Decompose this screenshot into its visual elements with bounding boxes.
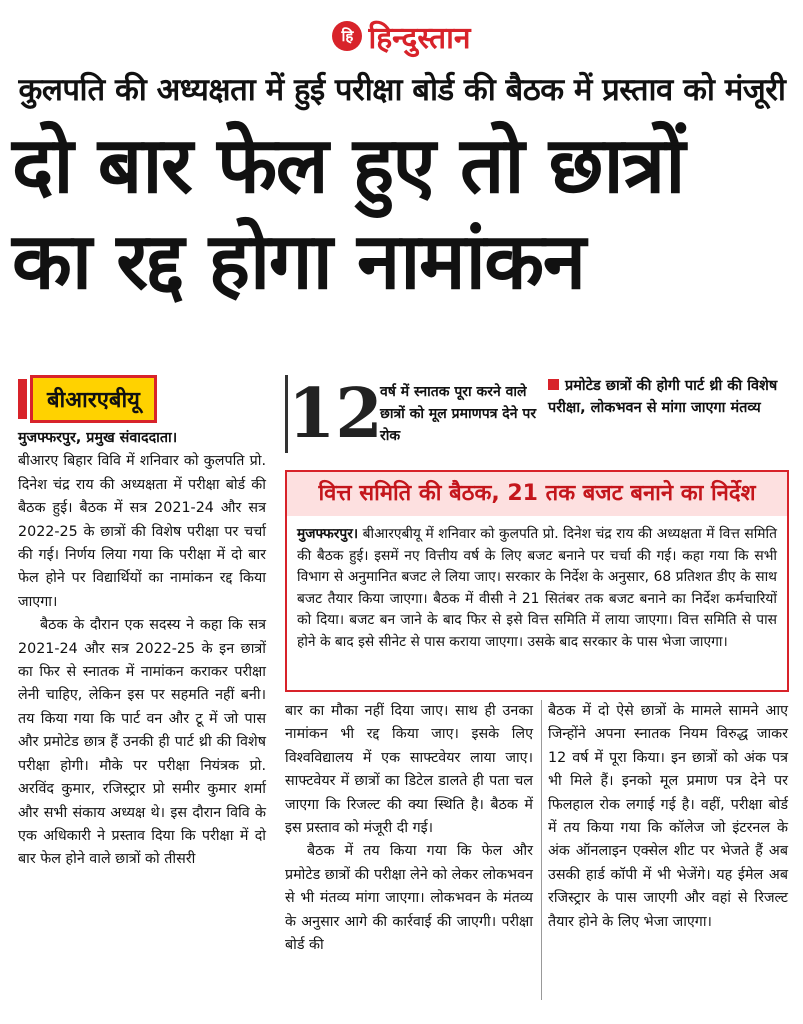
article-column-2 (285, 700, 533, 957)
promo-highlight (548, 375, 788, 419)
highlight-text: वर्ष में स्नातक पूरा करने वाले छात्रों को मूल प्रमाणपत्र देने पर रोक (380, 384, 537, 444)
masthead (0, 10, 803, 62)
paragraph: बीआरए बिहार विवि में शनिवार को कुलपति प्रो. दिनेश चंद्र राय की अध्यक्षता में परीक्षा बोर्ड की बैठक हुई। बैठक में सत्र 2021-24 और सत्र 2022-25 के छात्रों की विशेष परीक्षा पर चर्चा की गई। निर्णय लिया गया कि परीक्षा में दो बार फेल होने पर विद्यार्थियों का नामांकन रद्द किया जाएगा। (18, 453, 266, 610)
byline: मुजफ्फरपुर, प्रमुख संवाददाता। (18, 430, 178, 446)
finance-byline: मुजफ्फरपुर। (297, 526, 359, 542)
bullet-square-icon (548, 379, 559, 390)
finance-title: वित्त समिति की बैठक, 21 तक बजट बनाने का निर्देश (287, 472, 787, 516)
headline-line-2: का रद्द होगा नामांकन (12, 217, 585, 307)
finance-body (297, 524, 777, 653)
promo-text: प्रमोटेड छात्रों की होगी पार्ट थ्री की विशेष परीक्षा, लोकभवन से मांगा जाएगा मंतव्य (548, 378, 778, 416)
paragraph: बैठक में तय किया गया कि फेल और प्रमोटेड छात्रों की परीक्षा लेने को लेकर लोकभवन से भी मंतव्य मांगा जाएगा। लोकभवन के मंतव्य के अनुसार आगे की कार्रवाई की जाएगी। परीक्षा बोर्ड की (285, 843, 533, 954)
column-1-text (18, 427, 266, 872)
finance-sidebar (285, 470, 789, 692)
section-tag: बीआरएबीयू (30, 375, 157, 423)
paragraph: बार का मौका नहीं दिया जाए। साथ ही उनका नामांकन भी रद्द किया जाए। इसके लिए विश्वविद्यालय में एक साफ्टवेयर लाया जाए। साफ्टवेयर में छात्रों का डिटेल डालते ही पता चल जाएगा कि रिजल्ट की क्या स्थिति है। बैठक में इस प्रस्ताव को मंजूरी दी गई। (285, 703, 533, 837)
paragraph: बैठक के दौरान एक सदस्य ने कहा कि सत्र 2021-24 और सत्र 2022-25 के इन छात्रों का फिर से स्नातक में नामांकन कराकर परीक्षा लेनी चाहिए, लेकिन इस पर सहमति नहीं बनी। तय किया गया कि पार्ट वन और टू में जो पास और प्रमोटेड छात्र हैं उनकी ही पार्ट थ्री की विशेष परीक्षा होगी। मौके पर परीक्षा नियंत्रक प्रो. अरविंद कुमार, रजिस्ट्रार प्रो समीर कुमार शर्मा और सभी संकाय अध्यक्ष थे। इस दौरान विवि के एक अधिकारी ने प्रस्ताव दिया कि परीक्षा में दो बार फेल होने वाले छात्रों को तीसरी (18, 617, 266, 868)
newspaper-logo-text: हिन्दुस्तान (368, 20, 471, 56)
headline-line-1: दो बार फेल हुए तो छात्रों (12, 121, 684, 211)
kicker-subheadline: कुलपति की अध्यक्षता में हुई परीक्षा बोर्ड की बैठक में प्रस्ताव को मंजूरी (18, 72, 786, 108)
article-column-1 (18, 375, 266, 872)
main-headline (12, 118, 792, 310)
column-divider (541, 700, 542, 1000)
logo-mark: हि (332, 21, 362, 51)
paragraph: बैठक में दो ऐसे छात्रों के मामले सामने आए जिन्होंने अपना स्नातक नियम विरुद्ध जाकर 12 वर्ष में पूरा किया। इन छात्रों को अंक पत्र भी मिले हैं। इनको मूल प्रमाण पत्र देने पर फिलहाल रोक लगाई गई है। वहीं, परीक्षा बोर्ड में तय किया गया कि कॉलेज जो इंटरनल के अंक ऑनलाइन एक्सेल शीट पर भेजते हैं अब उसकी हार्ड कॉपी में भी भेजेंगे। यह ईमेल अब रजिस्ट्रार के पास जाएगी और वहां से रिजल्ट तैयार होने के लिए भेजा जाएगा। (548, 703, 788, 930)
article-column-3 (548, 700, 788, 934)
tag-accent-bar (18, 379, 27, 419)
finance-text: बीआरएबीयू में शनिवार को कुलपति प्रो. दिनेश चंद्र राय की अध्यक्षता में वित्त समिति की बैठक हुई। इसमें नए वित्तीय वर्ष के लिए बजट बनाने पर चर्चा की गई। कहा गया कि सभी विभाग से अनुमानित बजट ले लिया जाए। सरकार के निर्देश के अनुसार, 68 प्रतिशत डीए के साथ बजट तैयार किया जाएगा। बैठक में वीसी ने 21 सितंबर तक बजट बनाने का निर्देश कर्मचारियों को दिया। बजट बन जाने के बाद फिर से इसे वित्त समिति में लाया जाएगा। वित्त समिति से पास होने के बाद इसे सीनेट से पास कराया जाएगा। उसके बाद सरकार के पास भेजा जाएगा। (297, 526, 777, 650)
highlight-number: 12 (288, 374, 383, 454)
section-tag-wrap (18, 375, 266, 427)
highlight-12-box (285, 375, 538, 453)
